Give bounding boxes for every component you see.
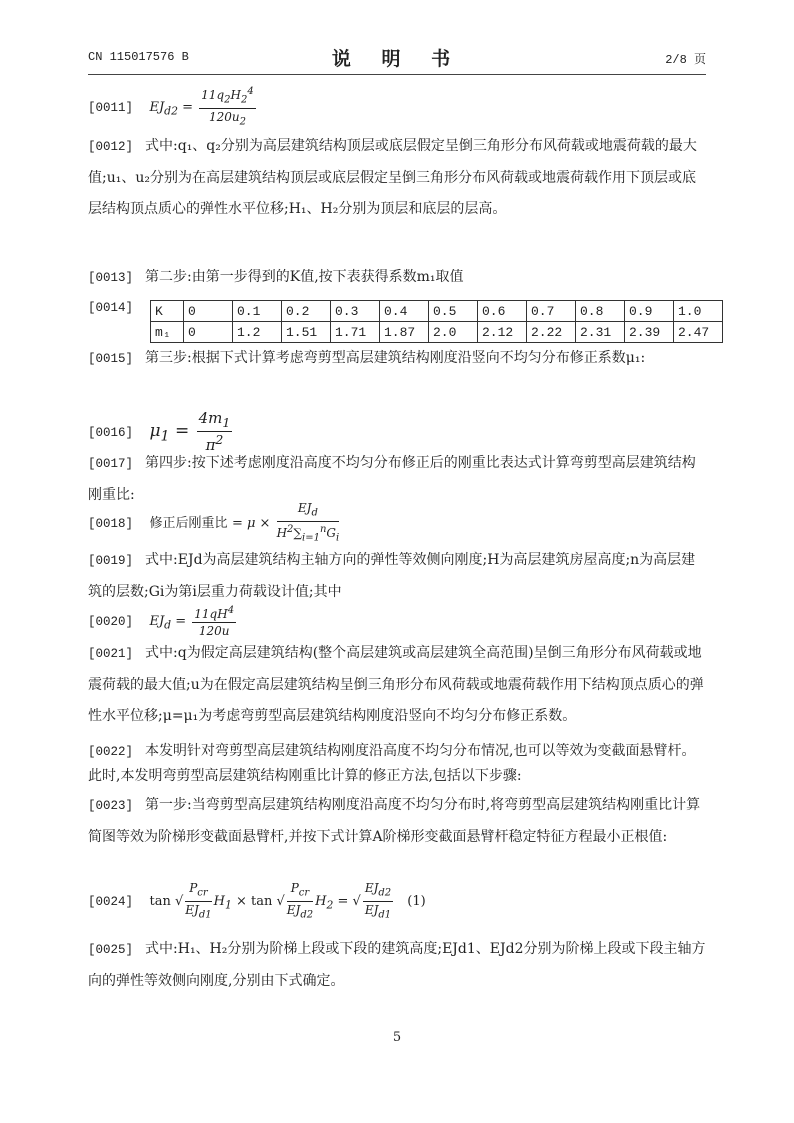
formula-stability: tan √ $\frac{P_{cr}}{EJ_{d1}}$ $H_1 \times \tan$ √ $\frac{P_{cr}}{EJ_{d2}}$ $H_2$ = √ $\frac{EJ_{d2}}{EJ_{d1}}$ xyxy=(149,881,392,921)
table-row: K 0 0.1 0.2 0.3 0.4 0.5 0.6 0.7 0.8 0.9 1.0 xyxy=(151,301,723,322)
paragraph-0021: [0021] 式中:q为假定高层建筑结构(整个高层建筑或高层建筑全高范围)呈倒三角形分布风荷载或地震荷载的最大值;u为在假定高层建筑结构呈倒三角形分布风荷载或地震荷载作用下结构顶点质心的弹性水平位移;μ=μ₁为考虑弯剪型高层建筑结构刚度沿竖向不均匀分布修正系数。 xyxy=(88,645,704,724)
paragraph-0020: [0020] $EJ_d$ = $\frac{11qH^4}{120u}$ xyxy=(88,603,238,639)
paragraph-0023: [0023] 第一步:当弯剪型高层建筑结构刚度沿高度不均匀分布时,将弯剪型高层建筑结构刚重比计算简图等效为阶梯形变截面悬臂杆,并按下式计算A阶梯形变截面悬臂杆稳定特征方程最小正根值: xyxy=(88,797,701,845)
formula-mu1: $\mu_1$ = $\frac{4m_1}{\pi^2}$ xyxy=(149,409,231,454)
page-title: 说 明 书 xyxy=(331,48,463,70)
formula-ejd: $EJ_d$ = $\frac{11qH^4}{120u}$ xyxy=(149,605,235,638)
paragraph-0014: [0014] xyxy=(88,301,134,315)
paragraph-0012: [0012] 式中:q₁、q₂分别为高层建筑结构顶层或底层假定呈倒三角形分布风荷载或地震荷载的最大值;u₁、u₂分别为在高层建筑结构顶层或底层假定呈倒三角形分布风荷载或地震荷载作用下顶层或底层结构顶点质心的弹性水平位移;H₁、H₂分别为顶层和底层的层高。 xyxy=(88,138,697,217)
m1-table xyxy=(150,300,723,343)
paragraph-0019: [0019] 式中:EJd为高层建筑结构主轴方向的弹性等效侧向刚度;H为高层建筑房屋高度;n为高层建筑的层数;Gi为第i层重力荷载设计值;其中 xyxy=(88,552,696,600)
paragraph-0016: [0016] $\mu_1$ = $\frac{4m_1}{\pi^2}$ xyxy=(88,410,234,453)
paragraph-0022: [0022] 本发明针对弯剪型高层建筑结构刚度沿高度不均匀分布情况,也可以等效为变截面悬臂杆。此时,本发明弯剪型高层建筑结构刚重比计算的修正方法,包括以下步骤: xyxy=(88,743,696,784)
paragraph-0015: [0015] 第三步:根据下式计算考虑弯剪型高层建筑结构刚度沿竖向不均匀分布修正系数μ₁: xyxy=(88,350,646,366)
patent-number: CN 115017576 B xyxy=(88,50,189,64)
formula-corrected-ratio: = μ × $\frac{EJ_d}{H^2\sum_{i=1}^nG_i}$ xyxy=(231,501,340,544)
header-rule xyxy=(88,74,706,75)
paragraph-0018: [0018] 修正后刚重比 = μ × $\frac{EJ_d}{H^2\sum_{i=1}^nG_i}$ xyxy=(88,501,340,544)
table-row: m₁ 0 1.2 1.51 1.71 1.87 2.0 2.12 2.22 2.31 2.39 2.47 xyxy=(151,322,723,343)
paragraph-0017: [0017] 第四步:按下述考虑刚度沿高度不均匀分布修正后的刚重比表达式计算弯剪型高层建筑结构刚重比: xyxy=(88,455,696,503)
paragraph-0025: [0025] 式中:H₁、H₂分别为阶梯上段或下段的建筑高度;EJd1、EJd2分别为阶梯上段或下段主轴方向的弹性等效侧向刚度,分别由下式确定。 xyxy=(88,941,706,989)
page-number: 5 xyxy=(392,1030,402,1045)
paragraph-0024: [0024] tan √ $\frac{P_{cr}}{EJ_{d1}}$ $H_1 \times \tan$ √ $\frac{P_{cr}}{EJ_{d2}}$ $H_2$ = √ $\frac{EJ_{d2}}{EJ_{d1}}$ (1) xyxy=(88,881,426,921)
page-count: 2/8 页 xyxy=(665,53,706,67)
paragraph-0011: [0011] $EJ_{d2}$ = $\frac{11q_2H_2^4}{120u_2}$ xyxy=(88,84,258,131)
paragraph-0013: [0013] 第二步:由第一步得到的K值,按下表获得系数m₁取值 xyxy=(88,269,464,285)
formula-ejd2: $EJ_{d2}$ = $\frac{11q_2H_2^4}{120u_2}$ xyxy=(149,86,254,128)
